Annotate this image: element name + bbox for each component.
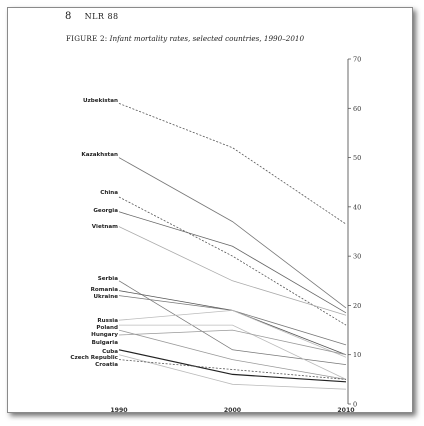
series-line-china: [119, 197, 346, 325]
y-tick-label: 70: [353, 55, 362, 64]
chart-series: [119, 103, 346, 389]
figure-title-text: Infant mortality rates, selected countries, 1990–2010: [109, 34, 305, 43]
series-label-hungary: Hungary: [91, 332, 118, 338]
x-tick-label: 1990: [110, 407, 128, 414]
y-tick-label: 30: [353, 252, 362, 261]
y-tick-label: 60: [353, 104, 362, 113]
series-label-croatia: Croatia: [95, 362, 118, 368]
journal-name: NLR 88: [84, 12, 119, 21]
series-label-georgia: Georgia: [93, 208, 118, 214]
series-label-china: China: [100, 190, 118, 196]
y-tick-label: 40: [353, 203, 362, 212]
series-line-hungary: [119, 330, 346, 379]
series-line-bulgaria: [119, 330, 346, 355]
series-label-vietnam: Vietnam: [91, 224, 118, 230]
y-tick-label: 10: [353, 351, 362, 360]
series-label-poland: Poland: [96, 325, 118, 331]
series-label-romania: Romania: [90, 287, 118, 293]
x-tick-label: 2000: [223, 407, 242, 414]
series-label-ukraine: Ukraine: [93, 294, 118, 300]
series-line-georgia: [119, 212, 346, 313]
series-line-kazakhstan: [119, 158, 346, 308]
series-label-bulgaria: Bulgaria: [91, 340, 118, 346]
series-label-russia: Russia: [97, 318, 118, 324]
figure-label: FIGURE 2:: [66, 34, 108, 43]
series-line-serbia: [119, 281, 346, 365]
series-label-czech-republic: Czech Republic: [70, 355, 118, 361]
series-labels: [70, 98, 118, 368]
page-number: 8: [65, 11, 72, 22]
series-label-uzbekistan: Uzbekistan: [83, 98, 118, 104]
y-tick-label: 50: [353, 154, 362, 163]
series-line-vietnam: [119, 227, 346, 316]
series-line-uzbekistan: [119, 103, 346, 224]
series-line-cuba: [119, 350, 346, 382]
y-tick-label: 20: [353, 301, 362, 310]
series-label-kazakhstan: Kazakhstan: [81, 152, 118, 158]
series-line-ukraine: [119, 296, 346, 345]
series-label-serbia: Serbia: [97, 276, 118, 282]
series-line-croatia: [119, 360, 346, 380]
series-label-cuba: Cuba: [102, 349, 118, 355]
x-tick-label: 2010: [337, 407, 355, 414]
y-tick-label: 0: [353, 400, 358, 409]
